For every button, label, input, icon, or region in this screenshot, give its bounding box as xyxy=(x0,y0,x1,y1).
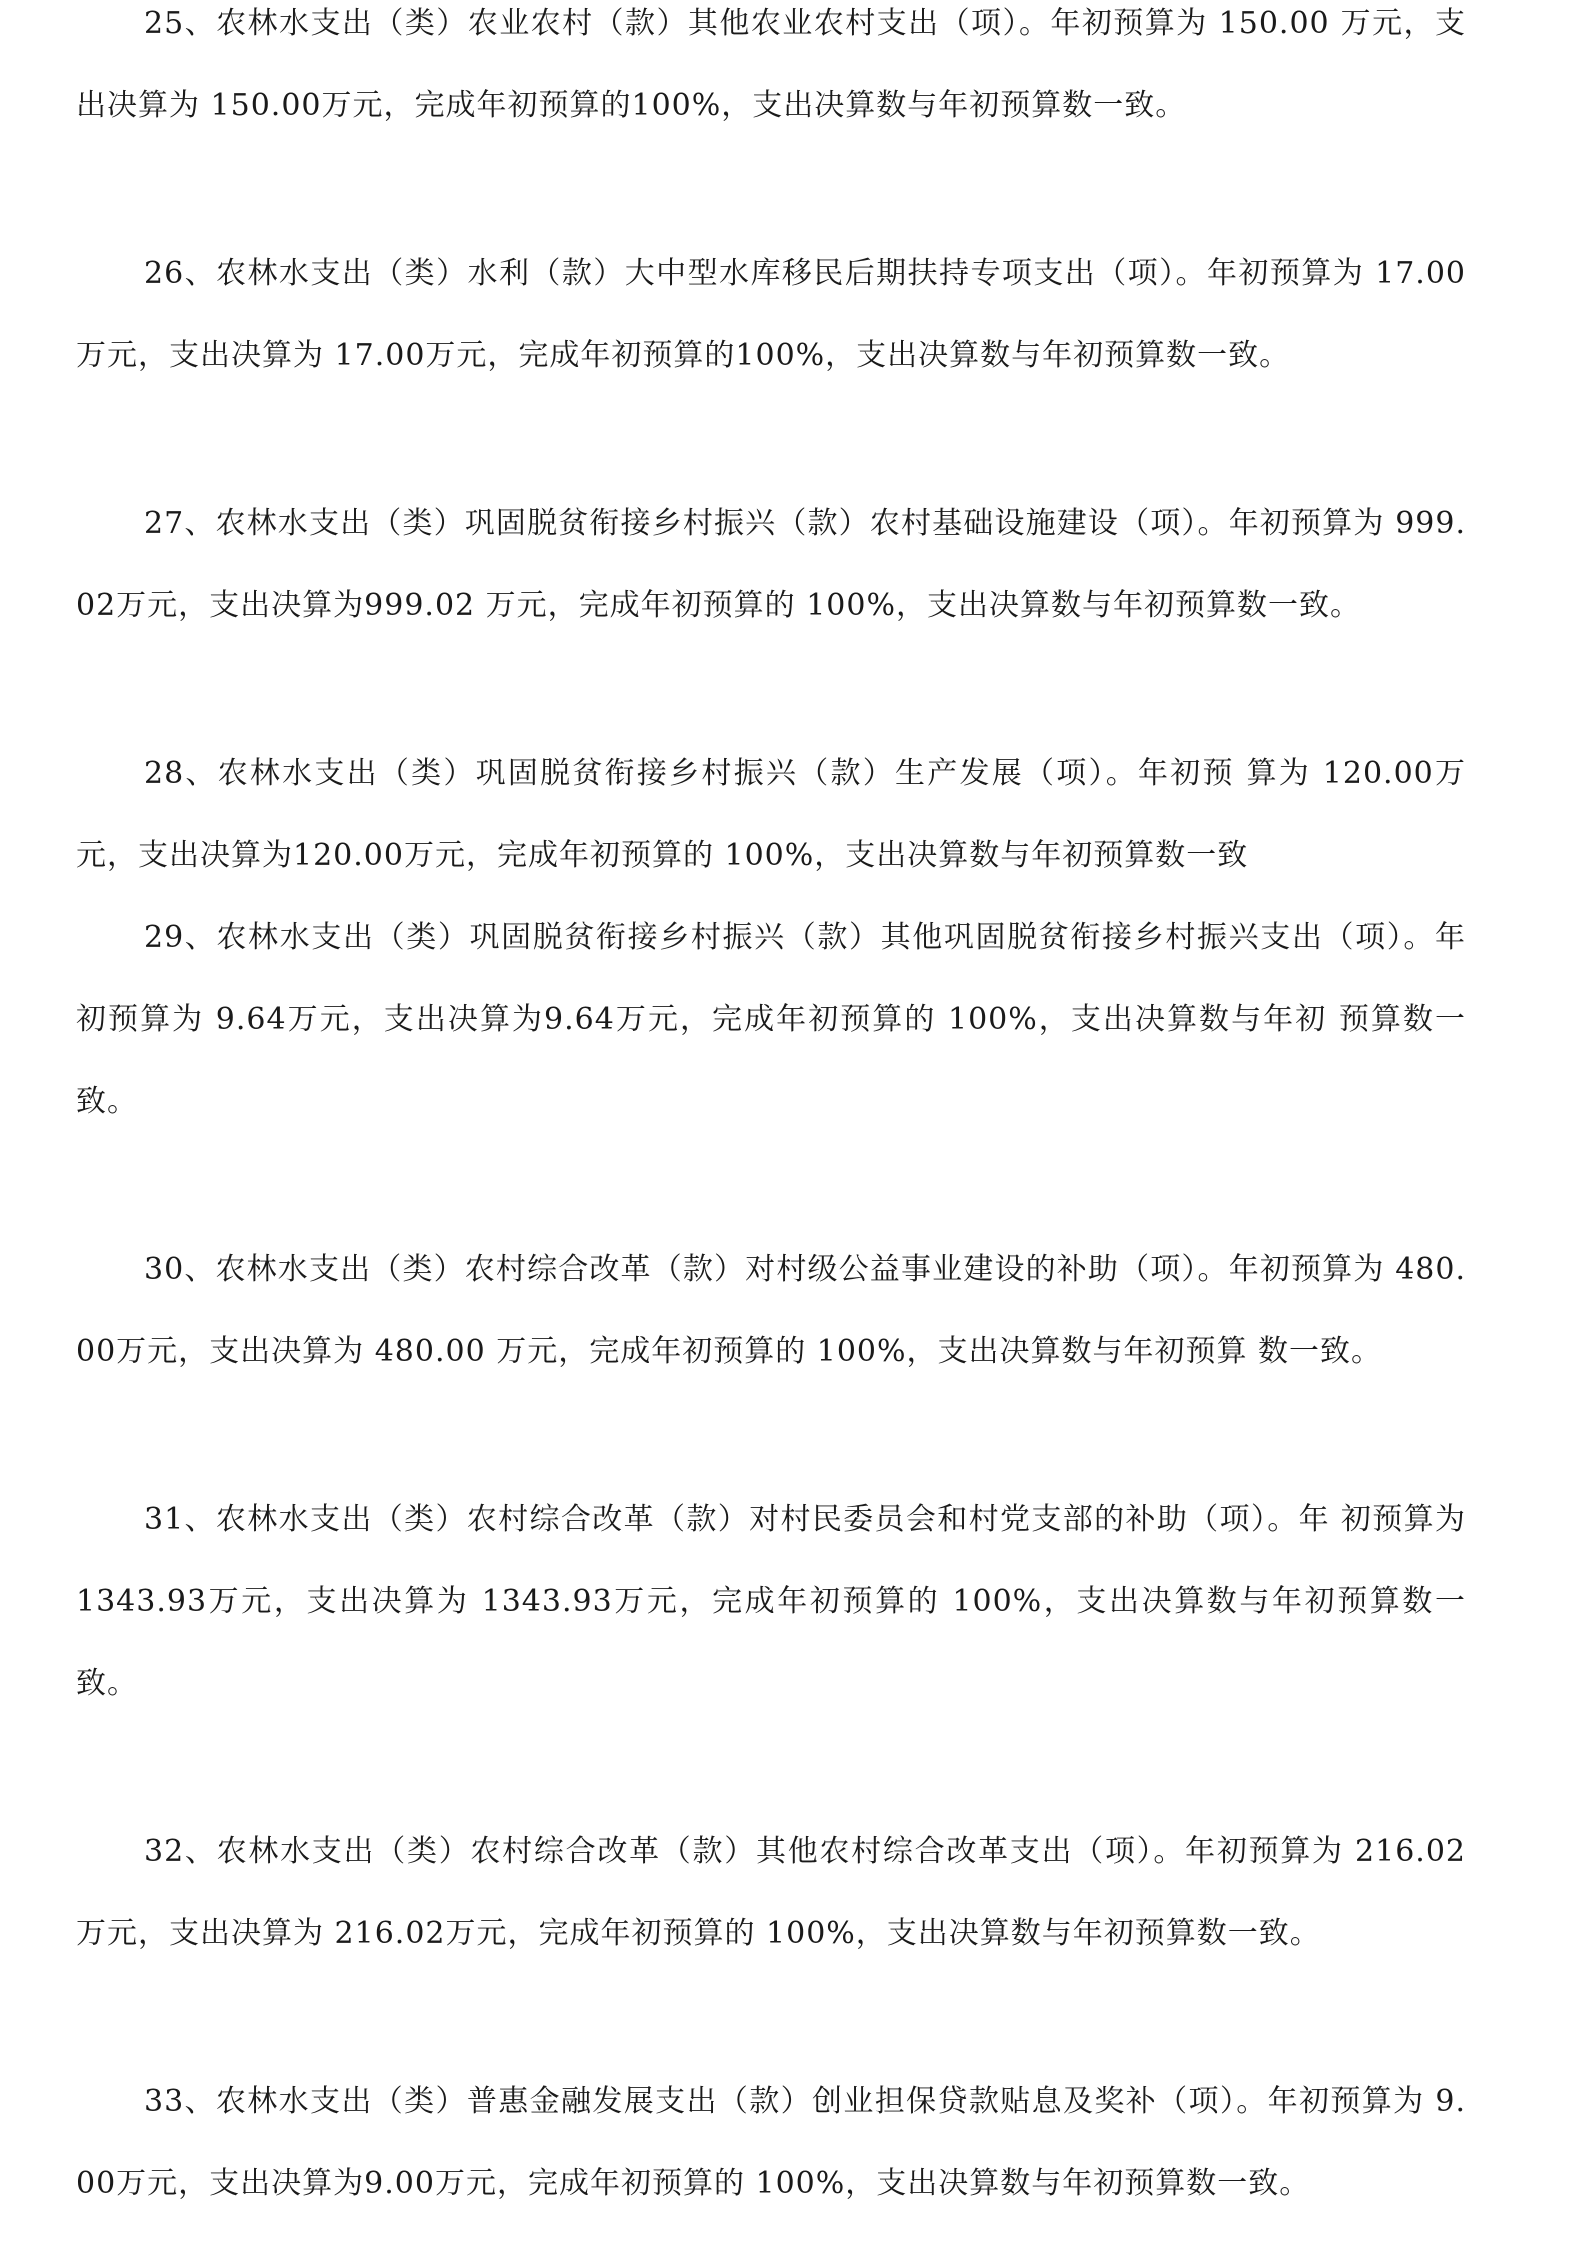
paragraph-32: 32、农林水支出（类）农村综合改革（款）其他农村综合改革支出（项）。年初预算为 216.02万元，支出决算为 216.02万元，完成年初预算的 100%，支出决算数与年初预算数一致。 xyxy=(76,1834,1466,1951)
paragraph-28: 28、农林水支出（类）巩固脱贫衔接乡村振兴（款）生产发展（项）。年初预 算为 120.00万元，支出决算为120.00万元，完成年初预算的 100%，支出决算数与年初预算数一致 xyxy=(76,756,1466,873)
paragraph-27: 27、农林水支出（类）巩固脱贫衔接乡村振兴（款）农村基础设施建设（项）。年初预算为 999.02万元，支出决算为999.02 万元，完成年初预算的 100%，支出决算数与年初预算数一致。 xyxy=(76,506,1466,623)
document-page xyxy=(76,0,1466,2225)
paragraph-30: 30、农林水支出（类）农村综合改革（款）对村级公益事业建设的补助（项）。年初预算为 480.00万元，支出决算为 480.00 万元，完成年初预算的 100%，支出决算数与年初预算 数一致。 xyxy=(76,1252,1466,1369)
paragraph-31: 31、农林水支出（类）农村综合改革（款）对村民委员会和村党支部的补助（项）。年 初预算为1343.93万元，支出决算为 1343.93万元，完成年初预算的 100%，支出决算数与年初预算数一致。 xyxy=(76,1502,1466,1701)
paragraph-29: 29、农林水支出（类）巩固脱贫衔接乡村振兴（款）其他巩固脱贫衔接乡村振兴支出（项）。年初预算为 9.64万元，支出决算为9.64万元，完成年初预算的 100%，支出决算数与年初 预算数一致。 xyxy=(76,920,1466,1119)
paragraph-25: 25、农林水支出（类）农业农村（款）其他农业农村支出（项）。年初预算为 150.00 万元，支出决算为 150.00万元，完成年初预算的100%，支出决算数与年初预算数一致。 xyxy=(76,6,1466,123)
paragraph-33: 33、农林水支出（类）普惠金融发展支出（款）创业担保贷款贴息及奖补（项）。年初预算为 9.00万元，支出决算为9.00万元，完成年初预算的 100%，支出决算数与年初预算数一致。 xyxy=(76,2084,1466,2201)
paragraph-26: 26、农林水支出（类）水利（款）大中型水库移民后期扶持专项支出（项）。年初预算为 17.00 万元，支出决算为 17.00万元，完成年初预算的100%，支出决算数与年初预算数一致。 xyxy=(76,256,1466,373)
